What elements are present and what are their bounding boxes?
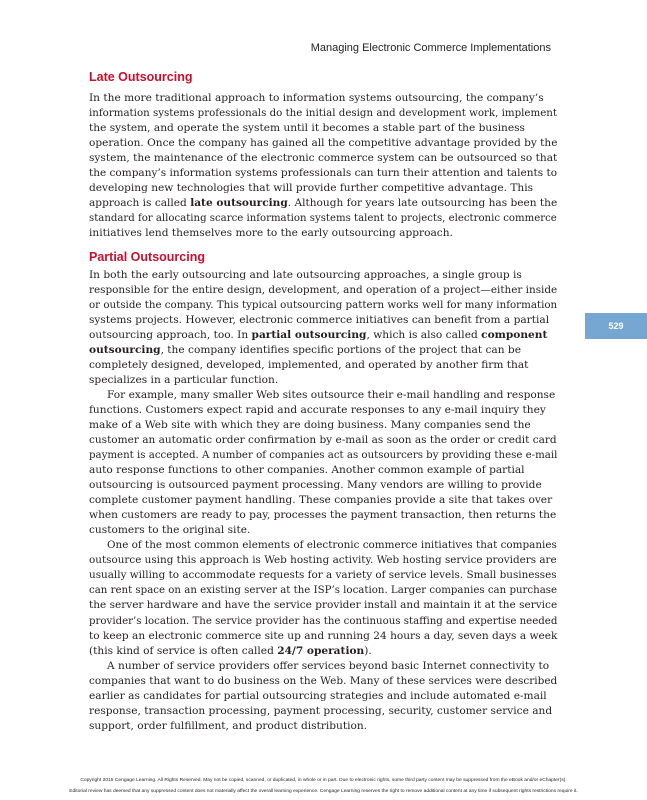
text-line: initiatives lend themselves more to the early outsourcing approach.: [89, 227, 453, 240]
text-run: , which is also called: [366, 329, 482, 342]
text-line: operation. Once the company has gained all the competitive advantage provided by the: [89, 137, 558, 150]
text-line: to keep an electronic commerce site up and running 24 hours a day, seven days a week: [89, 629, 558, 642]
text-line: [89, 343, 521, 358]
key-term: partial outsourcing: [251, 329, 367, 342]
text-line: developing new technologies that will provide further competitive advantage. This: [89, 182, 534, 195]
text-line: completely designed, developed, implemented, and operated by another firm that: [89, 359, 529, 372]
text-line: In the more traditional approach to information systems outsourcing, the company’s: [89, 92, 544, 104]
text-line: when customers are ready to pay, processes the payment transaction, then returns the: [89, 509, 557, 522]
key-term: outsourcing: [89, 344, 161, 357]
text-line: support, order fulfillment, and product distribution.: [89, 719, 368, 732]
key-term: late outsourcing: [190, 197, 288, 210]
text-line: the system, and operate the system until it becomes a stable part of the business: [89, 122, 525, 134]
text-line: usually willing to accommodate requests for a variety of service levels. Small businesses: [89, 569, 557, 582]
text-line: can rent space on an existing server at the ISP’s location. Larger companies can purchase: [89, 584, 558, 597]
text-line: companies that want to do business on the Web. Many of these services were described: [89, 674, 558, 687]
text-line: outsourcing is outsourced payment processing. Many vendors are willing to provide: [89, 479, 542, 492]
text-run: , the company identifies specific portions of the project that can be: [160, 344, 521, 357]
text-line: customer an automatic order confirmation by e-mail as soon as the order or credit card: [89, 434, 557, 447]
section-heading: Late Outsourcing: [89, 70, 193, 84]
text-line: earlier as candidates for partial outsourcing strategies and include automated e-mail: [89, 689, 547, 702]
text-line: For example, many smaller Web sites outsource their e-mail handling and response: [107, 389, 556, 402]
key-term: 24/7 operation: [277, 644, 365, 657]
text-line: payment is accepted. A number of companies act as outsourcers by providing these e-mail: [89, 449, 558, 462]
text-run: ).: [364, 644, 372, 657]
text-line: or outside the company. This typical outsourcing pattern works well for many information: [89, 299, 558, 311]
copyright-footer-line-2: Editorial review has deemed that any suppressed content does not materially affect the overall learning experience. Cengage Learning reserves the right to remove additional content at any time if subsequent rights restrictions require it.: [69, 789, 578, 794]
text-line: A number of service providers offer services beyond basic Internet connectivity to: [107, 659, 550, 672]
text-line: responsible for the entire design, development, and operation of a project—either inside: [89, 284, 558, 296]
text-line: In both the early outsourcing and late outsourcing approaches, a single group is: [89, 269, 522, 281]
text-line: customers to the original site.: [89, 524, 251, 537]
text-run: outsourcing approach, too. In: [89, 329, 252, 342]
text-line: provider’s location. The service provider has the continuous staffing and expertise needed: [89, 614, 558, 627]
text-run: (this kind of service is often called: [89, 644, 278, 657]
copyright-footer-line-1: Copyright 2015 Cengage Learning. All Rights Reserved. May not be copied, scanned, or duplicated, in whole or in part. Due to electronic rights, some third party content may be suppressed from the eBook and/or eChapter(s).: [80, 778, 567, 783]
text-run: . Although for years late outsourcing has been the: [287, 197, 558, 210]
text-line: complete customer payment handling. These companies provide a site that takes over: [89, 494, 553, 507]
text-line: outsource using this approach is Web hosting activity. Web hosting service providers are: [89, 554, 557, 567]
text-line: specializes in a particular function.: [89, 374, 279, 387]
text-line: response, transaction processing, payment processing, security, customer service and: [89, 704, 553, 717]
page-number-tab: 529: [585, 313, 647, 339]
text-line: [89, 196, 557, 211]
text-line: [89, 328, 547, 343]
text-line: One of the most common elements of electronic commerce initiatives that companies: [107, 539, 557, 552]
text-run: approach is called: [89, 197, 191, 210]
text-line: the company’s information systems professionals can turn their attention and talents to: [89, 167, 558, 180]
text-line: the server hardware and have the service provider install and maintain it at the service: [89, 599, 558, 612]
text-line: information systems professionals do the initial design and development work, implement: [89, 107, 557, 119]
text-line: functions. Customers expect rapid and accurate responses to any e-mail inquiry they: [89, 404, 546, 417]
key-term: component: [481, 329, 548, 342]
text-line: systems projects. However, electronic commerce initiatives can benefit from a partial: [89, 314, 550, 327]
text-line: make of a Web site with which they are doing business. Many companies send the: [89, 419, 531, 432]
running-head: Managing Electronic Commerce Implementations: [310, 42, 551, 54]
text-line: standard for allocating scarce information systems talent to projects, electronic commerce: [89, 212, 557, 225]
text-line: [89, 644, 372, 659]
section-heading: Partial Outsourcing: [89, 250, 205, 264]
text-line: auto response functions to other companies. Another common example of partial: [89, 464, 525, 477]
text-line: system, the maintenance of the electronic commerce system can be outsourced so that: [89, 152, 558, 165]
